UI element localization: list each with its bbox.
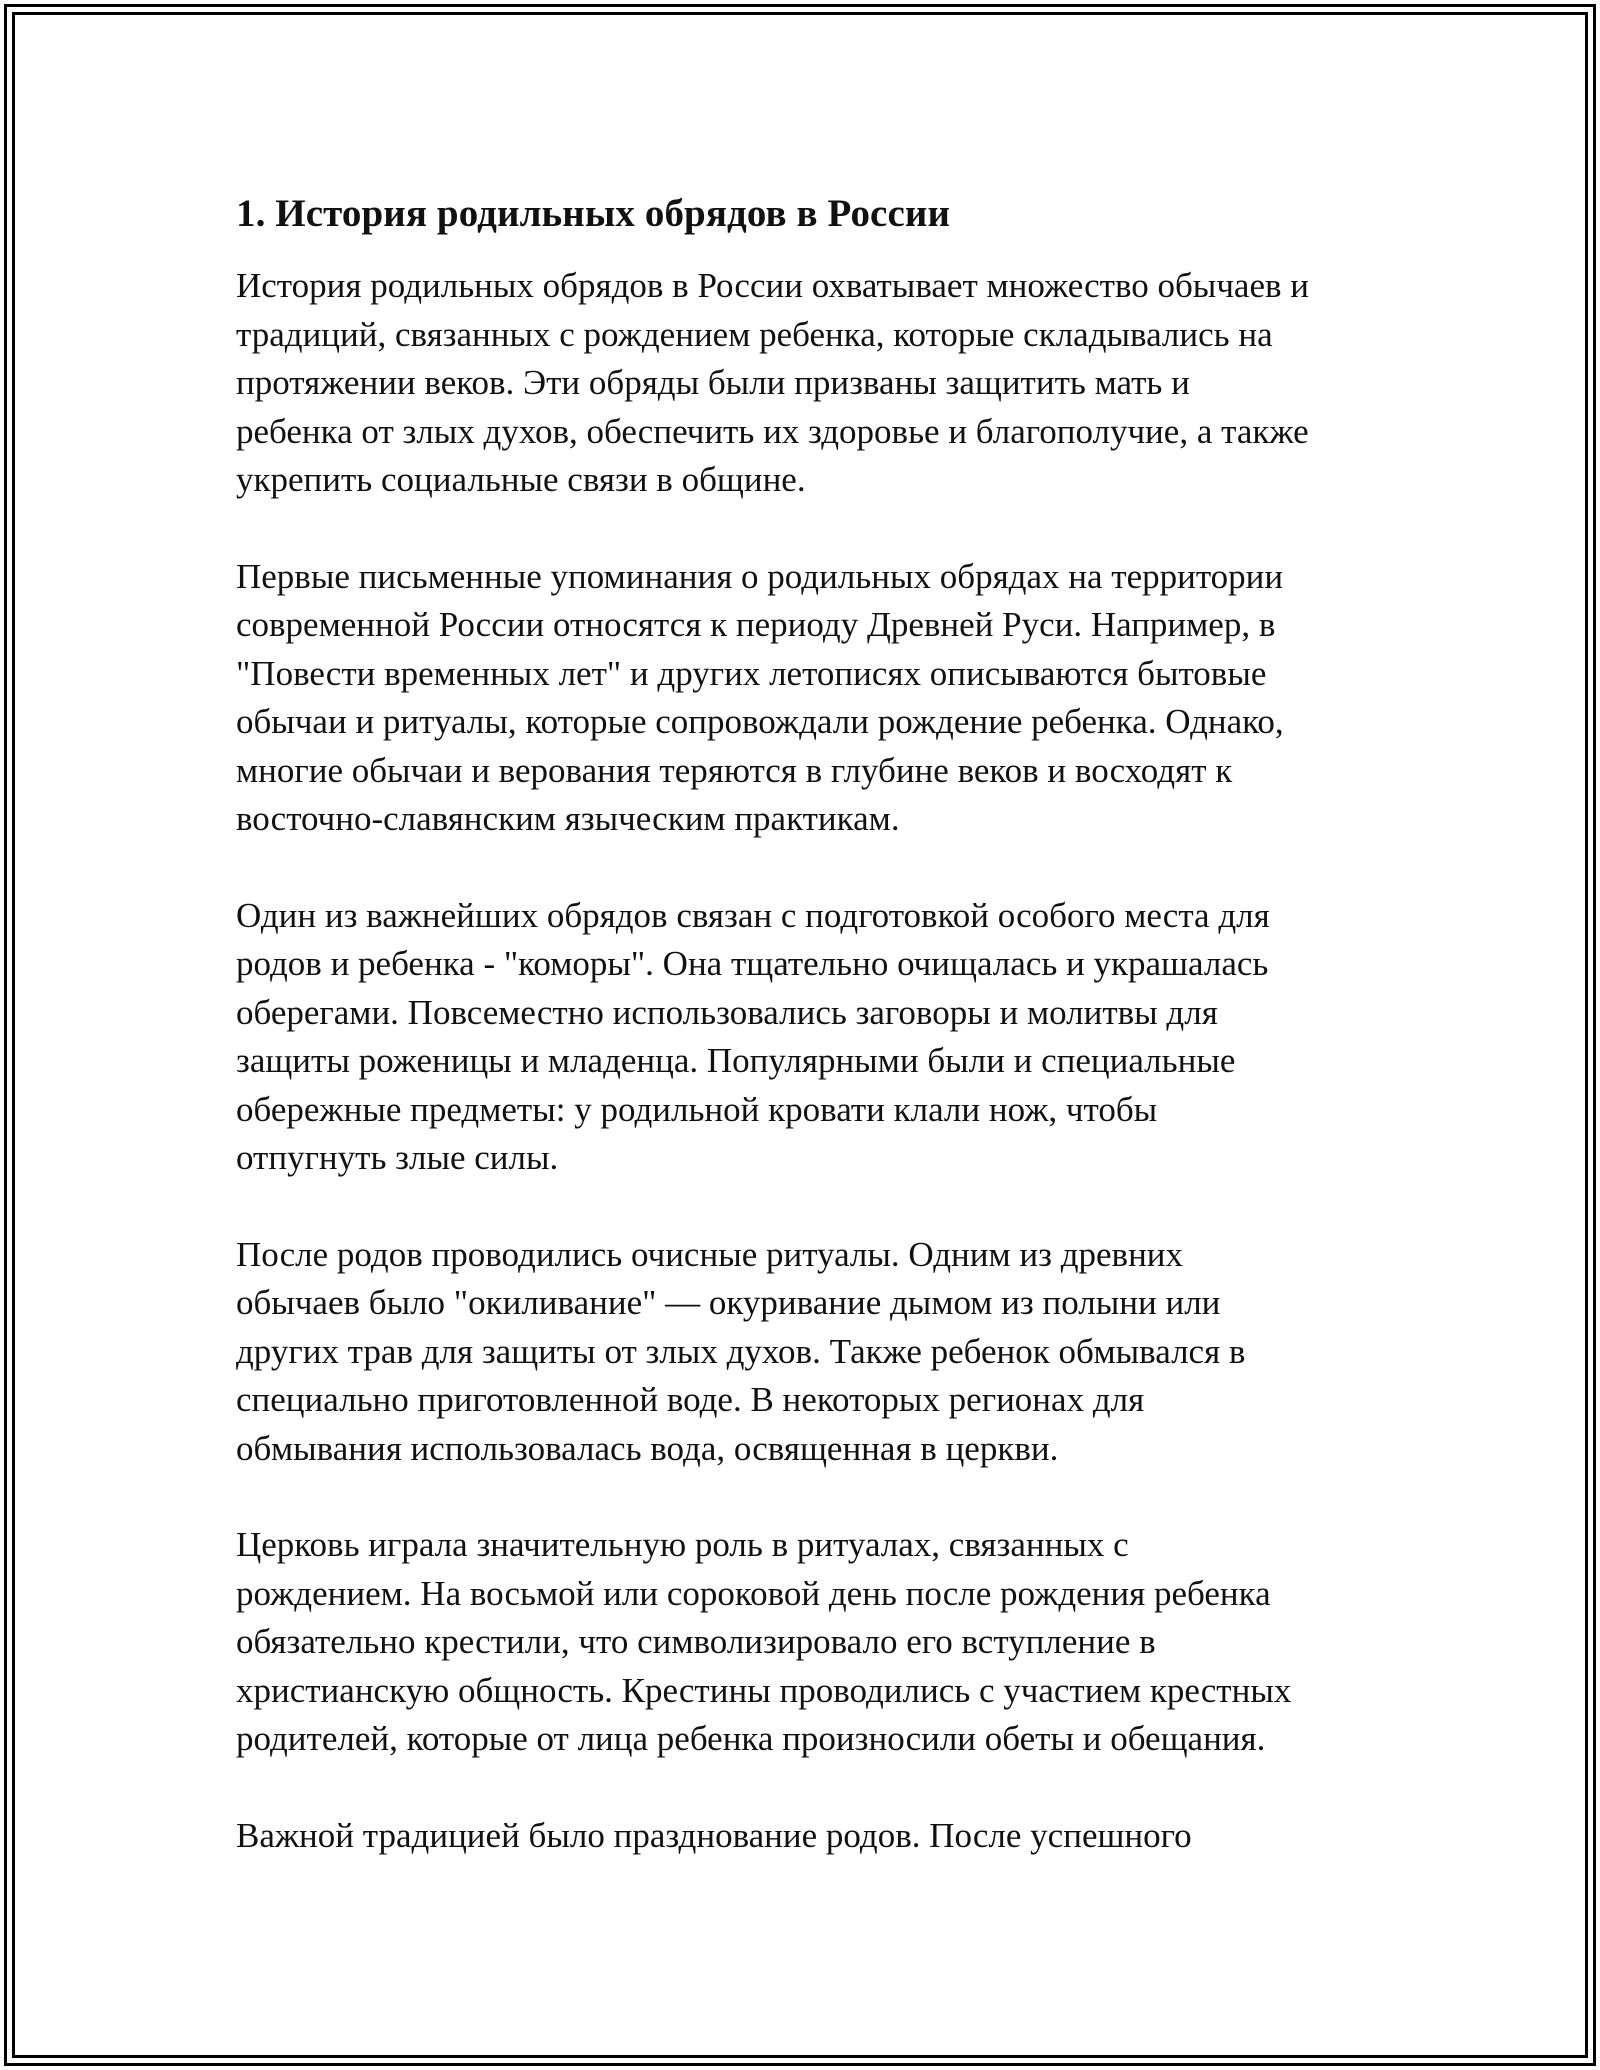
paragraph-4: После родов проводились очисные ритуалы. Одним из древних обычаев было "окиливание" — окуривание дымом из полыни или других трав для защиты от злых духов. Также ребенок обмывался в специально приготовленной воде. В некоторых регионах для обмывания использовалась вода, освященная в церкви.: [236, 1234, 1246, 1468]
section-heading: 1. История родильных обрядов в России: [236, 192, 951, 235]
paragraph-5: Церковь играла значительную роль в ритуалах, связанных с рождением. На восьмой или сороковой день после рождения ребенка обязательно крестили, что символизировало его вступление в христианскую общность. Крестины проводились с участием крестных родителей, которые от лица ребенка произносили обеты и обещания.: [236, 1525, 1292, 1758]
paragraph-3: Один из важнейших обрядов связан с подготовкой особого места для родов и ребенка - "коморы". Она тщательно очищалась и украшалась оберегами. Повсеместно использовались заговоры и молитвы для защиты роженицы и младенца. Популярными были и специальные обережные предметы: у родильной кровати клали нож, чтобы отпугнуть злые силы.: [236, 895, 1270, 1177]
paragraph-6: Важной традицией было празднование родов. После успешного: [236, 1815, 1192, 1855]
paragraph-2: Первые письменные упоминания о родильных обрядах на территории современной России относятся к периоду Древней Руси. Например, в "Повести временных лет" и других летописях описываются бытовые обычаи и ритуалы, которые сопровождали рождение ребенка. Однако, многие обычаи и верования теряются в глубине веков и восходят к восточно-славянским языческим практикам.: [236, 556, 1284, 838]
document-body: [236, 190, 1386, 1908]
paragraph-1: История родильных обрядов в России охватывает множество обычаев и традиций, связанных с рождением ребенка, которые складывались на протяжении веков. Эти обряды были призваны защитить мать и ребенка от злых духов, обеспечить их здоровье и благополучие, а также укрепить социальные связи в общине.: [236, 266, 1310, 499]
